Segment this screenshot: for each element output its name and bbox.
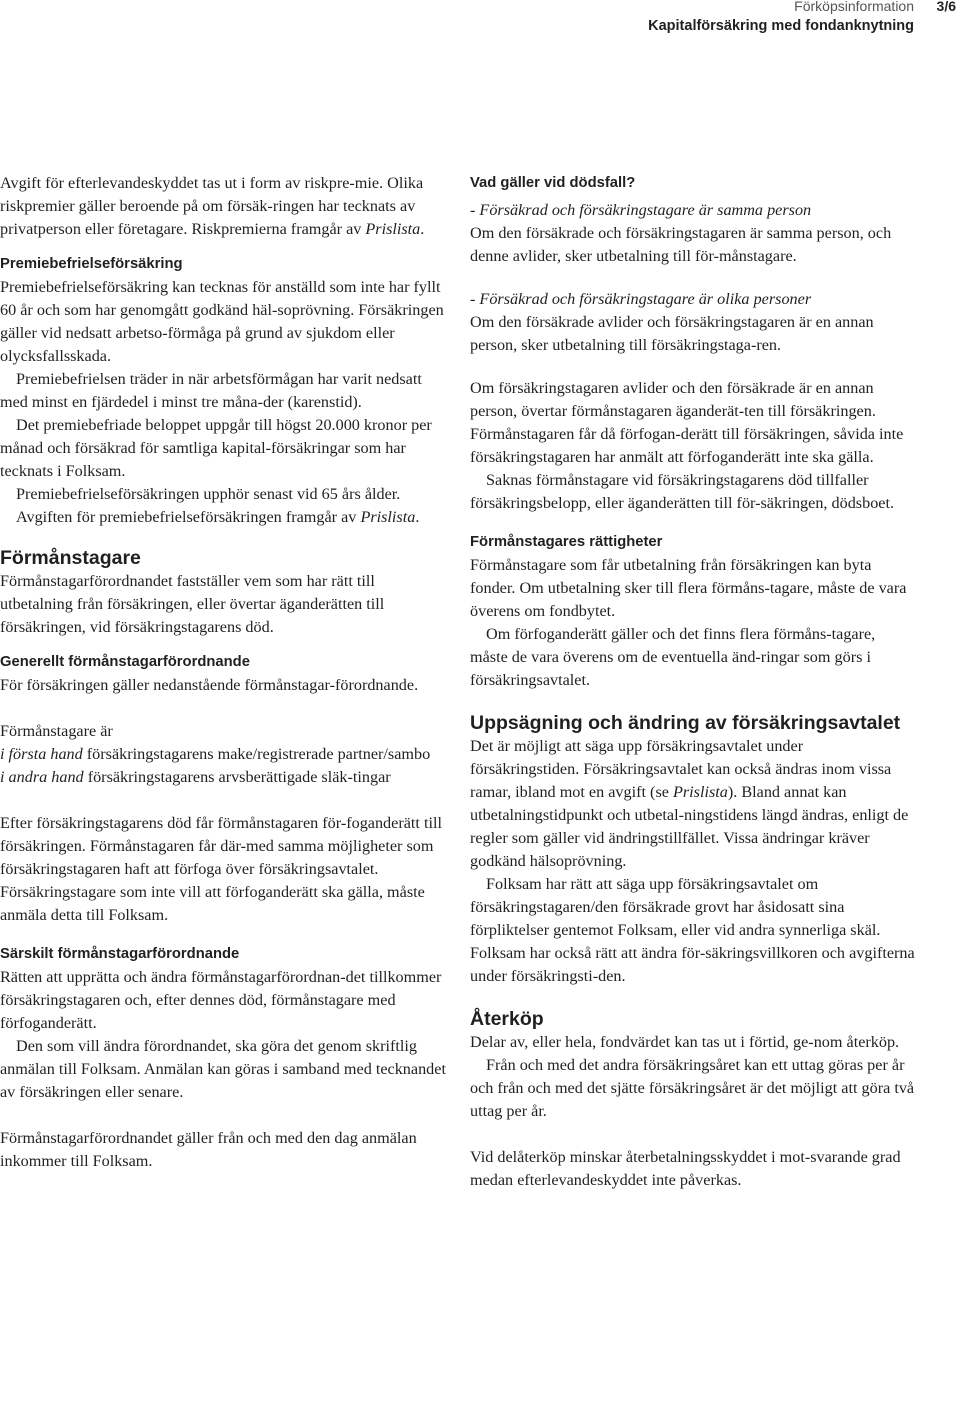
generellt-heading: Generellt förmånstagarförordnande: [0, 654, 250, 670]
uppsagning-p2: Folksam har rätt att säga upp försäkringsavtalet om försäkringstagaren/den försäkrade grovt har åsidosatt sina förpliktelser gentemot Folksam, eller vid andra synnerliga skäl. Folksam har också rätt att ändra för-säkringsvillkoren och avgifterna under försäkringsti-den.: [470, 875, 915, 985]
generellt-p2: Förmånstagare är: [0, 722, 113, 740]
intro-paragraph: Avgift för efterlevandeskyddet tas ut i form av riskpre-mie. Olika riskpremier gäller beroende på om försäk-ringen har tecknats av privatperson eller företagare. Riskpremierna framgår av Prislista.: [0, 174, 425, 238]
page-number: 3/6: [936, 0, 956, 14]
premiebefrielse-heading: Premiebefrielseförsäkring: [0, 256, 183, 272]
sarskilt-p2: Den som vill ändra förordnandet, ska göra det genom skriftlig anmälan till Folksam. Anmälan kan göras i samband med tecknandet av försäkringen eller senare.: [0, 1037, 446, 1101]
dodsfall-p4: Saknas förmånstagare vid försäkringstagarens död tillfaller försäkringsbelopp, eller äganderätten till för-säkringen, dödsboet.: [470, 471, 895, 512]
right-column: [470, 172, 916, 1192]
dodsfall-sub2: - Försäkrad och försäkringstagare är olika personer: [470, 290, 812, 308]
dodsfall-p3: Om försäkringstagaren avlider och den försäkrade är en annan person, övertar förmånstagaren äganderät-ten till försäkringen. Förmånstagaren får då förfogan-derätt till försäkringen, såvida inte försäkringstagaren har anmält att förfoganderätt inte ska gälla.: [470, 379, 904, 466]
dodsfall-p1: Om den försäkrade och försäkringstagaren är samma person, och denne avlider, sker utbetalning till för-månstagare.: [470, 224, 892, 265]
premiebefrielse-p1: Premiebefrielseförsäkring kan tecknas för anställd som inte har fyllt 60 år och som har genomgått godkänd häl-soprövning. Försäkringen gäller vid nedsatt arbetso-förmåga på grund av sjukdom eller olycksfallsskada.: [0, 278, 444, 365]
generellt-first-hand: i första hand försäkringstagarens make/registrerade partner/sambo: [0, 745, 431, 763]
aterkop-heading: Återköp: [470, 1008, 544, 1030]
sarskilt-p1: Rätten att upprätta och ändra förmånstagarförordnan-det tillkommer försäkringstagaren och, efter dennes död, förmånstagare med förfoganderätt.: [0, 968, 442, 1032]
dodsfall-heading: Vad gäller vid dödsfall?: [470, 175, 636, 191]
generellt-p3: Efter försäkringstagarens död får förmånstagaren för-foganderätt till försäkringen. Förmånstagaren får där-med samma möjligheter som försäkringstagaren haft att förfoga över försäkringsavtalet. Försäkringstagare som inte vill att förfoganderätt ska gälla, måste anmäla detta till Folksam.: [0, 814, 442, 924]
aterkop-p3: Vid delåterköp minskar återbetalningsskyddet i mot-svarande grad medan efterlevandeskyddet inte påverkas.: [470, 1148, 901, 1189]
premiebefrielse-p3: Det premiebefriade beloppet uppgår till högst 20.000 kronor per månad och försäkrad för samtliga kapital-försäkringar som har tecknats i Folksam.: [0, 416, 432, 480]
rattigheter-heading: Förmånstagares rättigheter: [470, 534, 663, 550]
aterkop-p1: Delar av, eller hela, fondvärdet kan tas ut i förtid, ge-nom återköp.: [470, 1033, 900, 1051]
premiebefrielse-p5: Avgiften för premiebefrielseförsäkringen framgår av Prislista.: [16, 508, 420, 526]
document-title: Kapitalförsäkring med fondanknytning: [648, 18, 914, 34]
page-header: [0, 0, 960, 44]
uppsagning-p1: Det är möjligt att säga upp försäkringsavtalet under försäkringstiden. Försäkringsavtalet kan också ändras inom vissa ramar, ibland mot en avgift (se Prislista). Bland annat kan utbetalningstidpunkt och utbetal-ningstidens längd ändras, enligt de regler som gäller vid ändringstillfället. Vissa ändringar kräver godkänd hälsoprövning.: [470, 737, 909, 870]
generellt-second-hand: i andra hand försäkringstagarens arvsberättigade släk-tingar: [0, 768, 391, 786]
premiebefrielse-p4: Premiebefrielseförsäkringen upphör senast vid 65 års ålder.: [16, 485, 401, 503]
uppsagning-heading: Uppsägning och ändring av försäkringsavtalet: [470, 712, 901, 734]
formanstagare-heading: Förmånstagare: [0, 547, 141, 569]
formanstagare-p1: Förmånstagarförordnandet fastställer vem som har rätt till utbetalning från försäkringen, eller övertar äganderätten till försäkringen, vid försäkringstagarens död.: [0, 572, 385, 636]
rattigheter-p2: Om förfoganderätt gäller och det finns flera förmåns-tagare, måste de vara överens om de eventuella änd-ringar som görs i försäkringsavtalet.: [470, 625, 876, 689]
header-section: Förköpsinformation: [794, 0, 914, 14]
dodsfall-p2: Om den försäkrade avlider och försäkringstagaren är en annan person, sker utbetalning till försäkringstaga-ren.: [470, 313, 874, 354]
aterkop-p2: Från och med det andra försäkringsåret kan ett uttag göras per år och från och med det sjätte försäkringsåret är det möjligt att göra två uttag per år.: [470, 1056, 915, 1120]
rattigheter-p1: Förmånstagare som får utbetalning från försäkringen kan byta fonder. Om utbetalning sker till flera förmåns-tagare, måste de vara överens om fondbytet.: [470, 556, 907, 620]
generellt-p1: För försäkringen gäller nedanstående förmånstagar-förordnande.: [0, 676, 419, 694]
sarskilt-p3: Förmånstagarförordnandet gäller från och med den dag anmälan inkommer till Folksam.: [0, 1129, 417, 1170]
dodsfall-sub1: - Försäkrad och försäkringstagare är samma person: [470, 201, 812, 219]
sarskilt-heading: Särskilt förmånstagarförordnande: [0, 946, 240, 962]
left-column: [0, 172, 446, 1173]
premiebefrielse-p2: Premiebefrielsen träder in när arbetsförmågan har varit nedsatt med minst en fjärdedel i minst tre måna-der (karenstid).: [0, 370, 422, 411]
